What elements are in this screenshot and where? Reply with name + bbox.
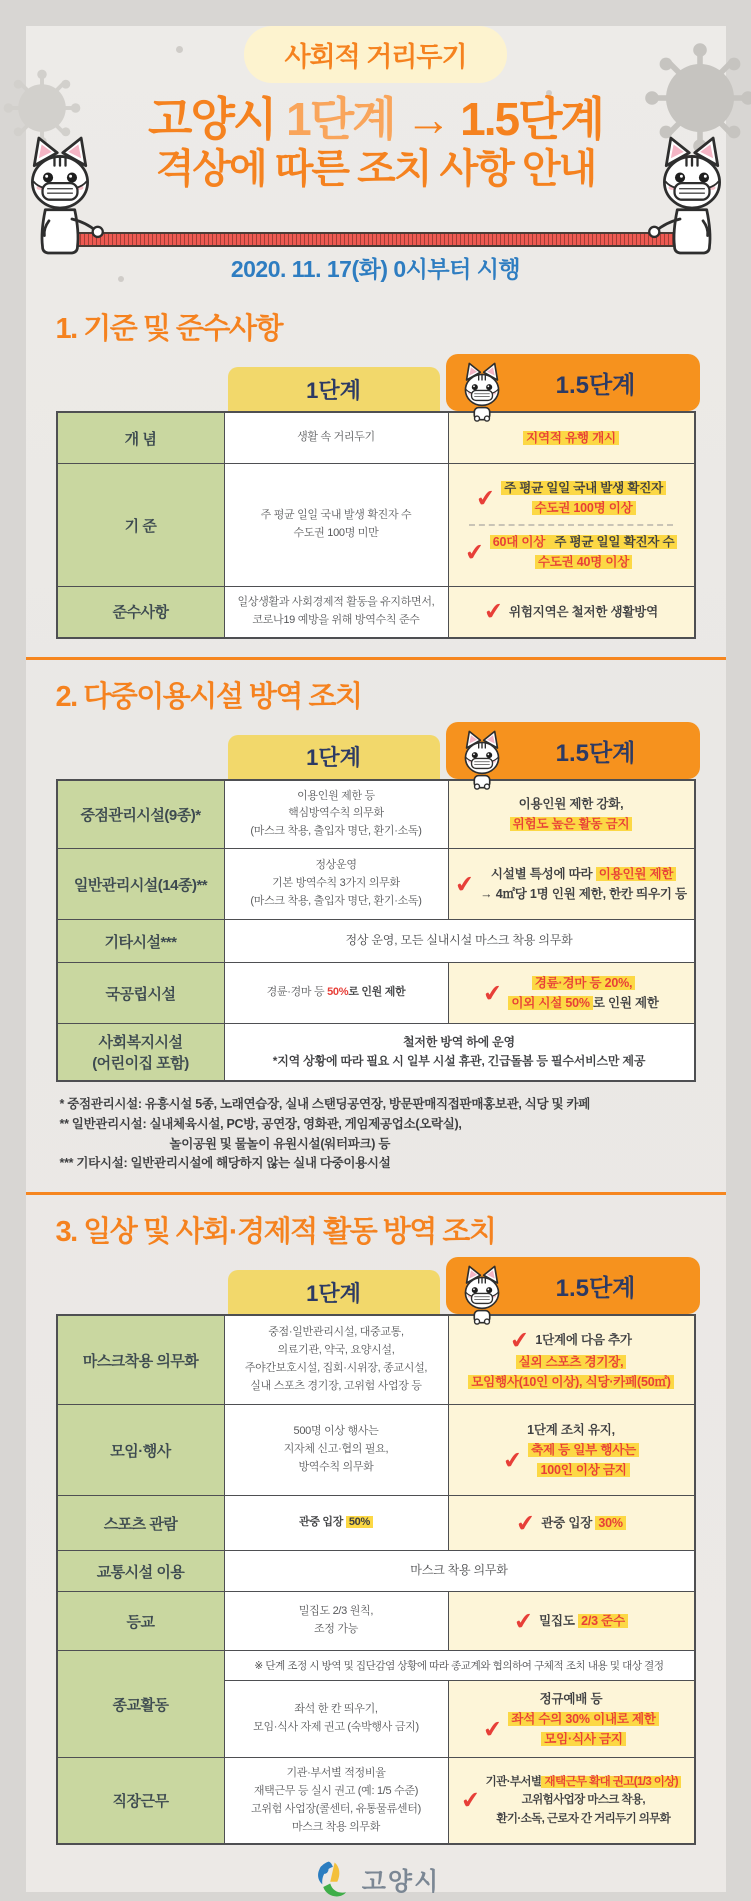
row-header: 모임·행사 [58, 1405, 224, 1495]
table-row [58, 413, 694, 463]
column-header-step1: 1단계 [228, 1270, 440, 1314]
effective-date: 2020. 11. 17(화) 0시부터 시행 [26, 251, 726, 284]
table-row [58, 1650, 694, 1757]
row-header: 일반관리시설(14종)** [58, 849, 224, 919]
footer [26, 1859, 726, 1901]
step15-cell: ✔ 시설별 특성에 따라 이용인원 제한 → 4㎡당 1명 인원 제한, 한칸 띄우기 등 [448, 849, 694, 919]
step1-cell: 500명 이상 행사는 지자체 신고·협의 필요, 방역수칙 의무화 [224, 1405, 448, 1495]
step15-cell: ✔ 1단계에 다음 추가 실외 스포츠 경기장, 모임행사(10인 이상), 식당·카페(50㎡) [448, 1316, 694, 1404]
table-row [58, 848, 694, 919]
religion-note: ※ 단계 조정 시 방역 및 집단감염 상황에 따라 종교계와 협의하여 구체적 조치 내용 및 대상 결정 [225, 1651, 694, 1681]
table-row [58, 1316, 694, 1404]
column-header-step15 [446, 354, 700, 411]
column-header-step15 [446, 1257, 700, 1314]
column-headers [56, 721, 696, 779]
cat-mascot-icon [454, 359, 510, 423]
table-row [58, 781, 694, 848]
step15-cell: 정규예배 등 ✔ 좌석 수의 30% 이내로 제한 모임·식사 금지 [448, 1681, 694, 1757]
check-icon: ✔ [463, 540, 484, 565]
table-row [58, 1023, 694, 1080]
footer-city-name: 고양시 [362, 1862, 440, 1898]
check-icon: ✔ [509, 1328, 530, 1353]
section-divider [26, 657, 726, 660]
row-header: 마스크착용 의무화 [58, 1316, 224, 1404]
poster [26, 26, 726, 1892]
goyang-logo-icon [311, 1859, 353, 1901]
step1-cell: 좌석 한 칸 띄우기, 모임·식사 자제 권고 (숙박행사 금지) [225, 1681, 448, 1757]
merged-cell: 마스크 착용 의무화 [224, 1551, 694, 1591]
cat-mascot-icon [454, 1262, 510, 1326]
measuring-tape [74, 232, 678, 247]
check-icon: ✔ [513, 1609, 534, 1634]
main-title-line2: 격상에 따른 조치 사항 안내 [26, 145, 726, 193]
table-row [58, 962, 694, 1023]
column-header-step15-label: 1.5단계 [556, 365, 636, 400]
step1-cell: 일상생활과 사회경제적 활동을 유지하면서, 코로나19 예방을 위해 방역수칙 준수 [224, 587, 448, 637]
column-header-step15-label: 1.5단계 [556, 733, 636, 768]
table-row [58, 586, 694, 637]
title-city: 고양시 [148, 93, 275, 145]
row-header: 직장근무 [58, 1758, 224, 1843]
step15-cell: ✔ 밀집도 2/3 준수 [448, 1592, 694, 1650]
check-icon: ✔ [483, 599, 504, 624]
check-icon: ✔ [460, 1788, 481, 1813]
table-row [58, 1404, 694, 1495]
arrow-icon: → [405, 93, 449, 145]
step15-cell: ✔ 기관·부서별 재택근무 확대 권고(1/3 이상) 고위험사업장 마스크 착용, 환기·소독, 근로자 간 거리두기 의무화 [448, 1758, 694, 1843]
row-header: 교통시설 이용 [58, 1551, 224, 1591]
step15-cell: ✔ 위험지역은 철저한 생활방역 [448, 587, 694, 637]
cat-mascot-icon [454, 727, 510, 791]
merged-cell: 철저한 방역 하에 운영 *지역 상황에 따라 필요 시 일부 시설 휴관, 긴급돌봄 등 필수서비스만 제공 [224, 1024, 694, 1080]
check-icon: ✔ [515, 1511, 536, 1536]
row-header: 개 념 [58, 413, 224, 463]
main-title [26, 93, 726, 145]
step15-cell: ✔ 관중 입장 30% [448, 1496, 694, 1550]
row-header: 국공립시설 [58, 963, 224, 1023]
check-icon: ✔ [454, 872, 475, 897]
row-header: 종교활동 [58, 1651, 224, 1757]
section-3-title: 3. 일상 및 사회·경제적 활동 방역 조치 [56, 1209, 696, 1250]
column-header-step1: 1단계 [228, 367, 440, 411]
step1-cell: 주 평균 일일 국내 발생 확진자 수 수도권 100명 미만 [224, 464, 448, 586]
section-divider [26, 1192, 726, 1195]
column-headers [56, 353, 696, 411]
step1-cell: 이용인원 제한 등 핵심방역수칙 의무화 (마스크 착용, 출입자 명단, 환기·소독) [224, 781, 448, 848]
column-headers [56, 1256, 696, 1314]
check-icon: ✔ [482, 1717, 503, 1742]
step15-cell: 1단계 조치 유지, ✔ 축제 등 일부 행사는 100인 이상 금지 [448, 1405, 694, 1495]
table-row [58, 1495, 694, 1550]
section-1-title: 1. 기준 및 준수사항 [56, 306, 696, 347]
step15-cell: 이용인원 제한 강화, 위험도 높은 활동 금지 [448, 781, 694, 848]
step15-cell: ✔ 주 평균 일일 국내 발생 확진자 수도권 100명 이상 ✔ 60대 이상 주 평균 일일 확진자 수 수도권 40명 이상 [448, 464, 694, 586]
table-row [58, 1591, 694, 1650]
dot-decoration [176, 46, 183, 53]
step1-cell: 기관·부서별 적정비율 재택근무 등 실시 권고 (예: 1/5 수준) 고위험 사업장(콜센터, 유통물류센터) 마스크 착용 의무화 [224, 1758, 448, 1843]
table-row [58, 1550, 694, 1591]
step1-cell: 경륜·경마 등 50%로 인원 제한 [224, 963, 448, 1023]
row-header: 준수사항 [58, 587, 224, 637]
merged-cell: 정상 운영, 모든 실내시설 마스크 착용 의무화 [224, 920, 694, 962]
column-header-step15 [446, 722, 700, 779]
badge: 사회적 거리두기 [244, 26, 506, 83]
title-level-to: 1.5단계 [460, 93, 603, 145]
row-header: 기타시설*** [58, 920, 224, 962]
step15-cell: 지역적 유행 개시 [448, 413, 694, 463]
table-criteria [56, 411, 696, 639]
step1-cell: 정상운영 기본 방역수칙 3가지 의무화 (마스크 착용, 출입자 명단, 환기·소독) [224, 849, 448, 919]
table-facilities [56, 779, 696, 1082]
step1-cell: 생활 속 거리두기 [224, 413, 448, 463]
step1-cell: 관중 입장 50% [224, 1496, 448, 1550]
table-row [58, 1757, 694, 1843]
footnotes: * 중점관리시설: 유흥시설 5종, 노래연습장, 실내 스탠딩공연장, 방문판매직접판매홍보관, 식당 및 카페 ** 일반관리시설: 실내체육시설, PC방, 공연장, 영화관, 게임제공업소(오락실), 놀이공원 및 물놀이 유원시설(워터파크) 등 *** 기타시설: 일반관리시설에 해당하지 않는 실내 다중이용시설 [60, 1095, 692, 1174]
row-header: 사회복지시설 (어린이집 포함) [58, 1024, 224, 1080]
column-header-step1: 1단계 [228, 735, 440, 779]
check-icon: ✔ [502, 1448, 523, 1473]
row-header: 중점관리시설(9종)* [58, 781, 224, 848]
religion-subgrid [224, 1651, 694, 1757]
row-header: 등교 [58, 1592, 224, 1650]
table-activities [56, 1314, 696, 1845]
step1-cell: 중점·일반관리시설, 대중교통, 의료기관, 약국, 요양시설, 주야간보호시설, 집회·시위장, 종교시설, 실내 스포츠 경기장, 고위험 사업장 등 [224, 1316, 448, 1404]
table-row [58, 919, 694, 962]
row-header: 스포츠 관람 [58, 1496, 224, 1550]
row-header: 기 준 [58, 464, 224, 586]
check-icon: ✔ [482, 981, 503, 1006]
title-level-from: 1단계 [286, 93, 394, 145]
section-2-title: 2. 다중이용시설 방역 조치 [56, 674, 696, 715]
step1-cell: 밀집도 2/3 원칙, 조정 가능 [224, 1592, 448, 1650]
check-icon: ✔ [475, 486, 496, 511]
column-header-step15-label: 1.5단계 [556, 1268, 636, 1303]
step15-cell: ✔ 경륜·경마 등 20%, 이외 시설 50% 로 인원 제한 [448, 963, 694, 1023]
table-row [58, 463, 694, 586]
